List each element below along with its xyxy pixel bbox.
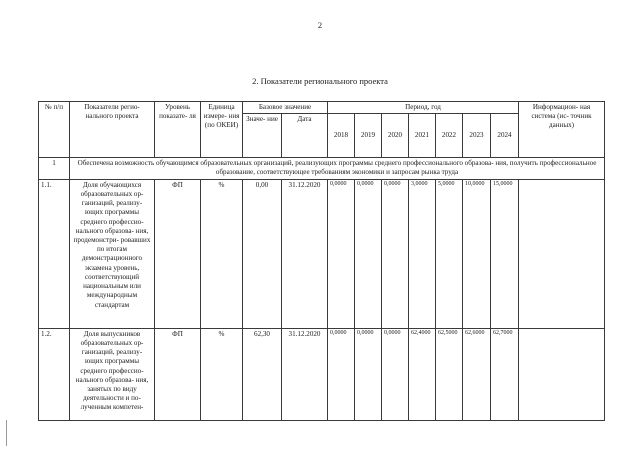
header-row-1 <box>39 102 605 114</box>
header-num: № п/п <box>39 102 70 158</box>
header-year: 2019 <box>355 114 382 158</box>
goal-row <box>39 158 605 179</box>
row-year-value: 0,0000 <box>382 179 409 328</box>
row-year-value: 0,0000 <box>328 328 355 420</box>
indicators-table <box>38 101 605 421</box>
row-base-date: 31.12.2020 <box>282 179 328 328</box>
row-year-value: 15,0000 <box>491 179 519 328</box>
header-info-system: Информацион- ная система (ис- точник данных) <box>519 102 605 158</box>
header-period: Период, год <box>328 102 519 114</box>
table-row <box>39 328 605 420</box>
header-base-val: Значе- ние <box>243 114 282 158</box>
row-indicator-name: Доля выпускников образовательных ор- ганизаций, реализу- ющих программы среднего профессио- нального образова- ния, занятых по виду деятельности и по- лученным компетен- <box>70 328 155 420</box>
header-year: 2020 <box>382 114 409 158</box>
row-year-value: 3,0000 <box>409 179 436 328</box>
row-info-system <box>519 179 605 328</box>
row-base-value: 62,30 <box>243 328 282 420</box>
header-base-value: Базовое значение <box>243 102 328 114</box>
header-indicator-name: Показатели регио- нального проекта <box>70 102 155 158</box>
row-year-value: 62,6000 <box>463 328 491 420</box>
header-year: 2023 <box>463 114 491 158</box>
row-year-value: 0,0000 <box>355 328 382 420</box>
header-year: 2018 <box>328 114 355 158</box>
row-year-value: 62,4000 <box>409 328 436 420</box>
row-year-value: 62,7000 <box>491 328 519 420</box>
row-year-value: 0,0000 <box>382 328 409 420</box>
header-year: 2022 <box>436 114 463 158</box>
row-year-value: 0,0000 <box>328 179 355 328</box>
row-level: ФП <box>155 328 201 420</box>
goal-text: Обеспечена возможность обучающимся образовательных организаций, реализующих программы среднего профессионального образова- ния, получить профессиональное образование, соответствующее требованиям экономики и запросам рынка труда <box>70 158 605 179</box>
row-year-value: 5,0000 <box>436 179 463 328</box>
page-number: 2 <box>317 20 323 30</box>
section-title: 2. Показатели регионального проекта <box>252 76 388 86</box>
header-base-date: Дата <box>282 114 328 158</box>
margin-mark <box>6 420 7 446</box>
row-year-value: 62,5000 <box>436 328 463 420</box>
row-base-value: 0,00 <box>243 179 282 328</box>
row-base-date: 31.12.2020 <box>282 328 328 420</box>
row-num: 1.2. <box>39 328 70 420</box>
row-year-value: 0,0000 <box>355 179 382 328</box>
row-year-value: 10,0000 <box>463 179 491 328</box>
header-unit: Единица измере- ния (по ОКЕИ) <box>201 102 243 158</box>
header-year: 2021 <box>409 114 436 158</box>
header-year: 2024 <box>491 114 519 158</box>
row-indicator-name: Доля обучающихся образовательных ор- ганизаций, реализу- ющих программы среднего профессио- нального образова- ния, продемонстри- ровавших по итогам демонстрационного экзамена уровень, соответствующий национальным или международным стандартам <box>70 179 155 328</box>
row-level: ФП <box>155 179 201 328</box>
header-level: Уровень показате- ля <box>155 102 201 158</box>
row-unit: % <box>201 179 243 328</box>
goal-num: 1 <box>39 158 70 179</box>
row-info-system <box>519 328 605 420</box>
row-num: 1.1. <box>39 179 70 328</box>
row-unit: % <box>201 328 243 420</box>
table-row <box>39 179 605 328</box>
